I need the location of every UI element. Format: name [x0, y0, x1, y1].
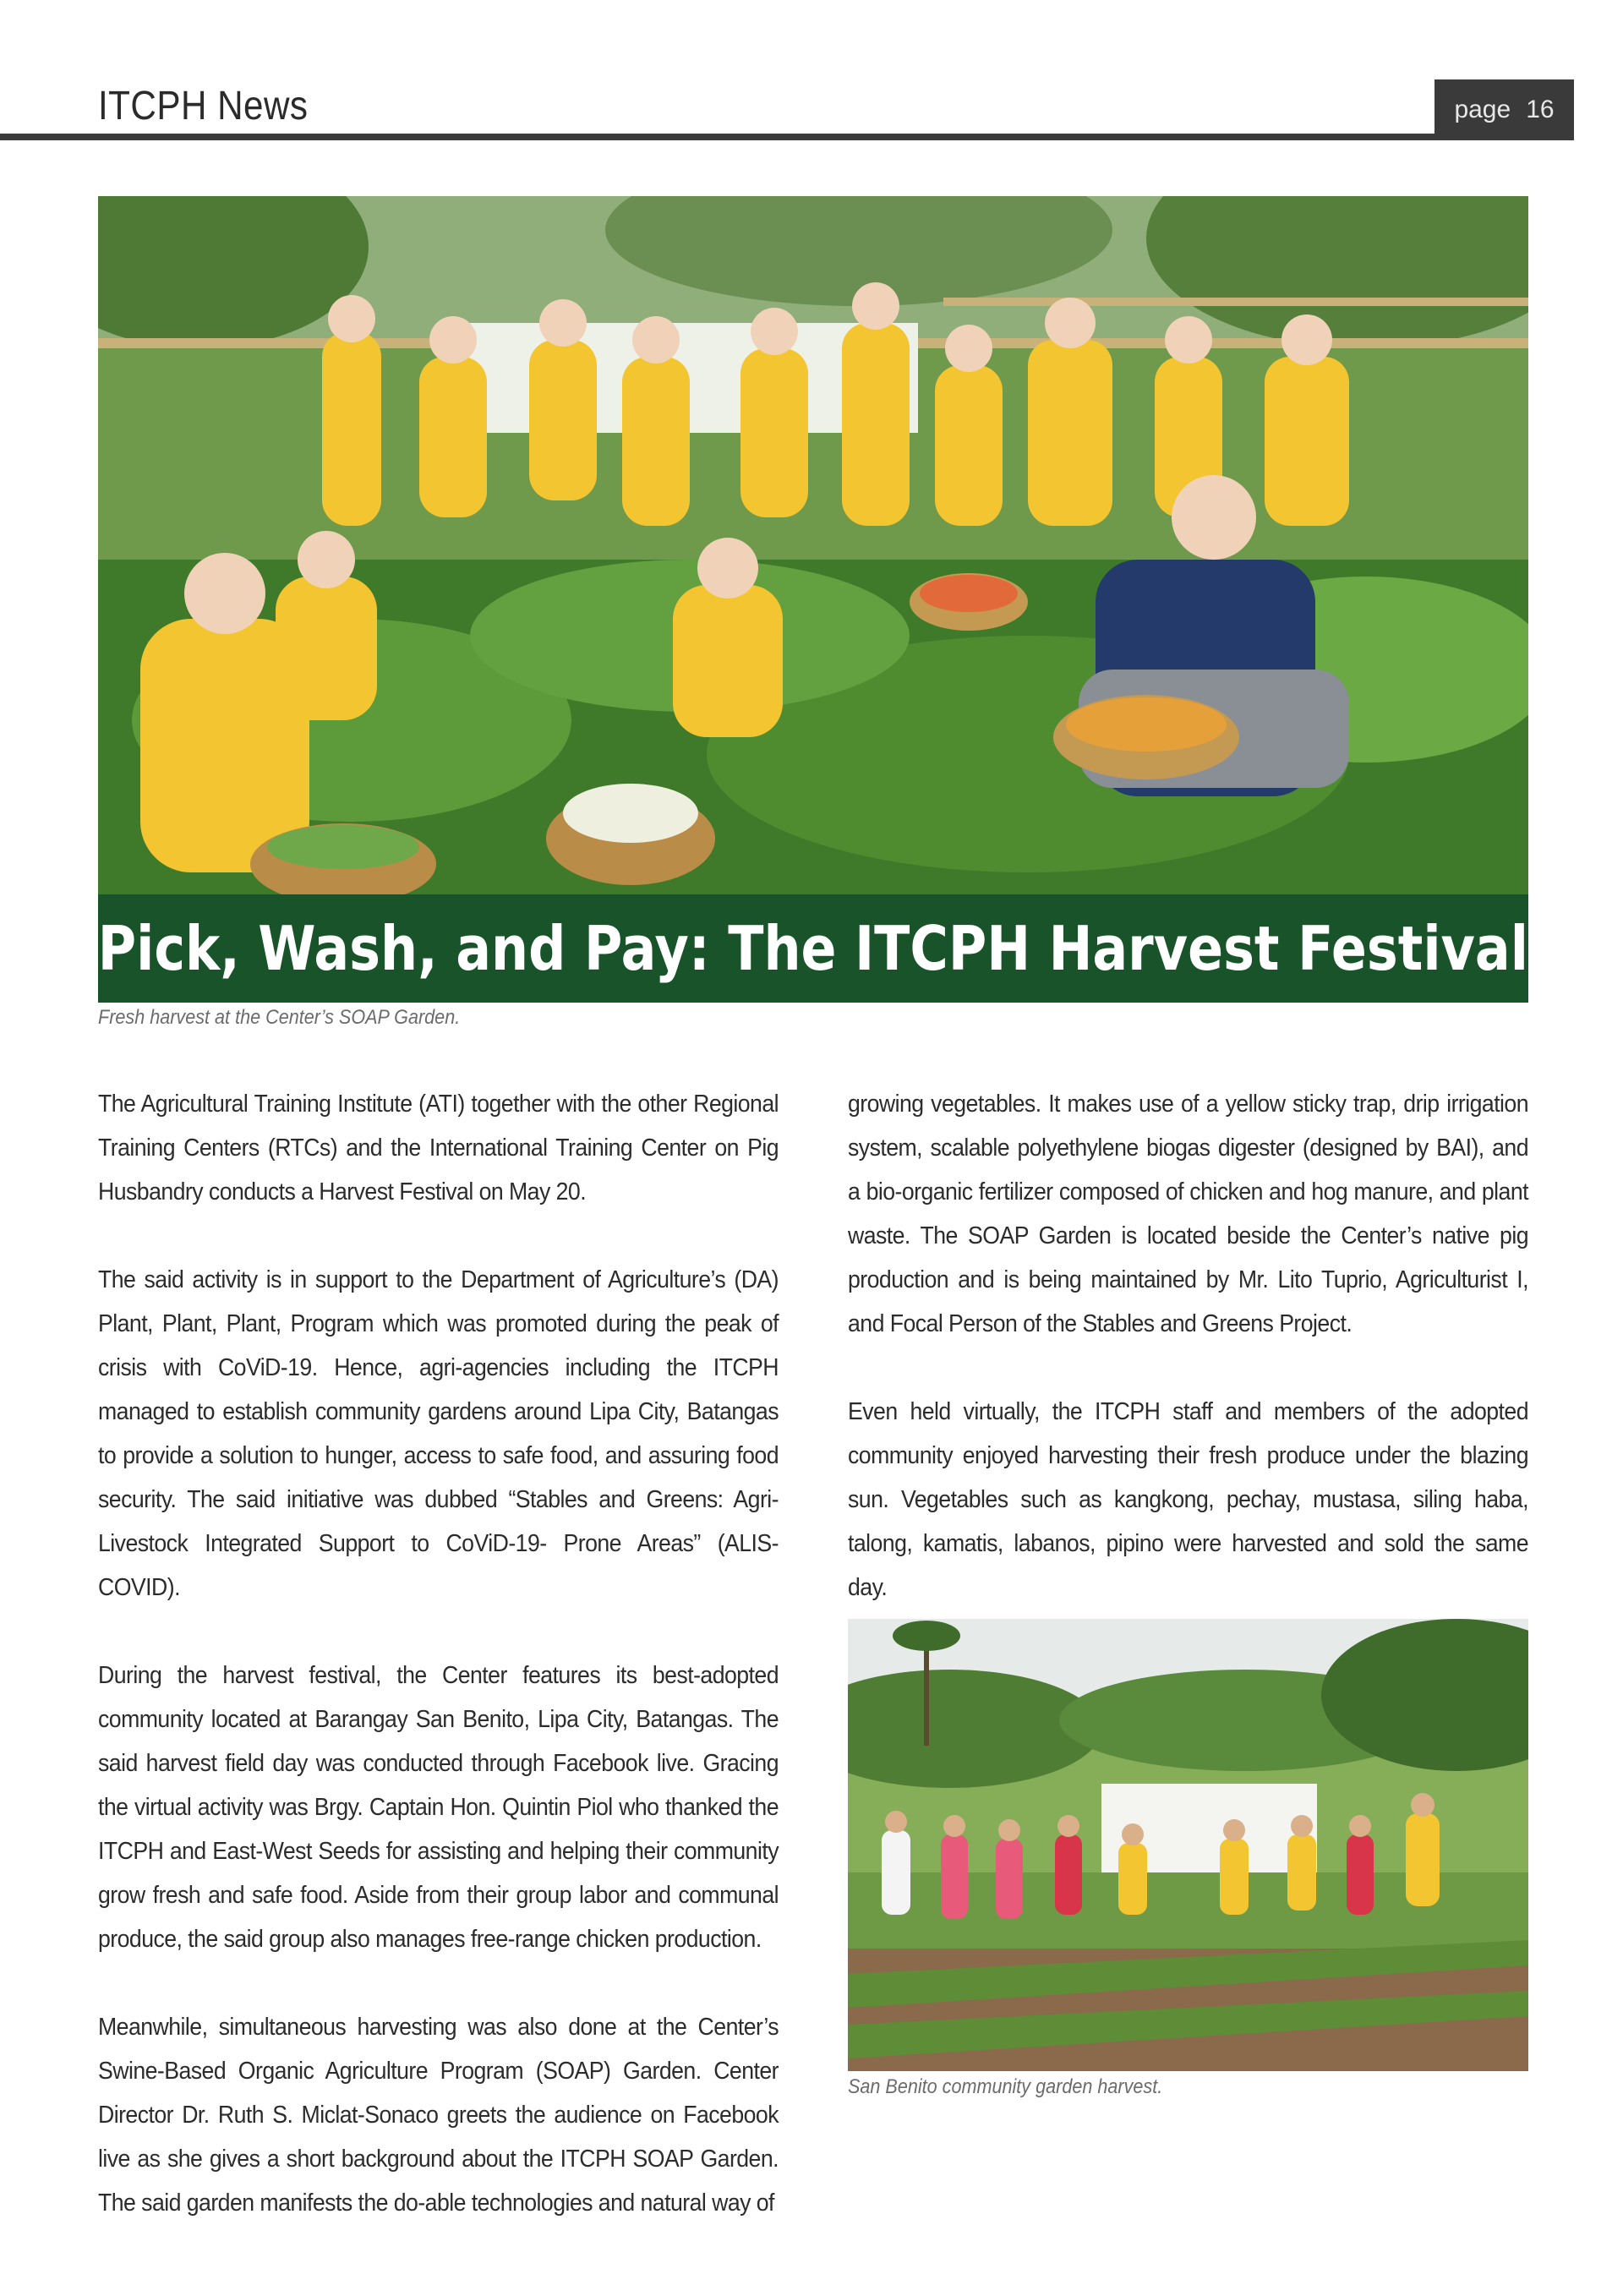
photo2-caption: San Benito community garden harvest. — [848, 2075, 1163, 2098]
header-rule — [0, 134, 1574, 140]
hero-photo — [98, 196, 1528, 894]
page-number-tab — [1434, 79, 1574, 140]
article-title: Pick, Wash, and Pay: The ITCPH Harvest Festival — [97, 913, 1529, 984]
article-paragraph: The Agricultural Training Institute (ATI) together with the other Regional Training Centers (RTCs) and the International Training Center on Pig Husbandry conducts a Harvest Festival on May 20. — [98, 1091, 779, 1205]
headline-banner — [98, 894, 1528, 1003]
page-number: 16 — [1526, 96, 1555, 123]
article-left-column — [98, 1082, 779, 2269]
article-paragraph: The said activity is in support to the Department of Agriculture’s (DA) Plant, Plant, Plant, Program which was promoted during the peak of crisis with CoViD-19. Hence, agri-agencies including the ITCPH managed to establish community gardens around Lipa City, Batangas to provide a solution to hunger, access to safe food, and assuring food security. The said initiative was dubbed “Stables and Greens: Agri-Livestock Integrated Support to CoViD-19- Prone Areas” (ALIS-COVID). — [98, 1266, 779, 1601]
community-garden-photo — [848, 1619, 1528, 2071]
article-paragraph: Even held virtually, the ITCPH staff and members of the adopted community enjoyed harvesting their fresh produce under the blazing sun. Vegetables such as kangkong, pechay, mustasa, siling haba, talong, kamatis, labanos, pipino were harvested and sold the same day. — [848, 1398, 1528, 1601]
article-right-column — [848, 1082, 1528, 1654]
hero-caption: Fresh harvest at the Center’s SOAP Garden. — [98, 1006, 461, 1029]
publication-title: ITCPH News — [98, 84, 309, 128]
page-label: page — [1454, 96, 1511, 123]
article-paragraph: Meanwhile, simultaneous harvesting was also done at the Center’s Swine-Based Organic Agriculture Program (SOAP) Garden. Center Director Dr. Ruth S. Miclat-Sonaco greets the audience on Facebook live as she gives a short background about the ITCPH SOAP Garden. The said garden manifests the do-able technologies and natural way of — [98, 2014, 779, 2217]
article-paragraph: During the harvest festival, the Center features its best-adopted community located at Barangay San Benito, Lipa City, Batangas. The said harvest field day was conducted through Facebook live. Gracing the virtual activity was Brgy. Captain Hon. Quintin Piol who thanked the ITCPH and East-West Seeds for assisting and helping their community grow fresh and safe food. Aside from their group labor and communal produce, the said group also manages free-range chicken production. — [98, 1662, 779, 1953]
article-paragraph: growing vegetables. It makes use of a yellow sticky trap, drip irrigation system, scalable polyethylene biogas digester (designed by BAI), and a bio-organic fertilizer composed of chicken and hog manure, and plant waste. The SOAP Garden is located beside the Center’s native pig production and is being maintained by Mr. Lito Tuprio, Agriculturist I, and Focal Person of the Stables and Greens Project. — [848, 1091, 1528, 1337]
